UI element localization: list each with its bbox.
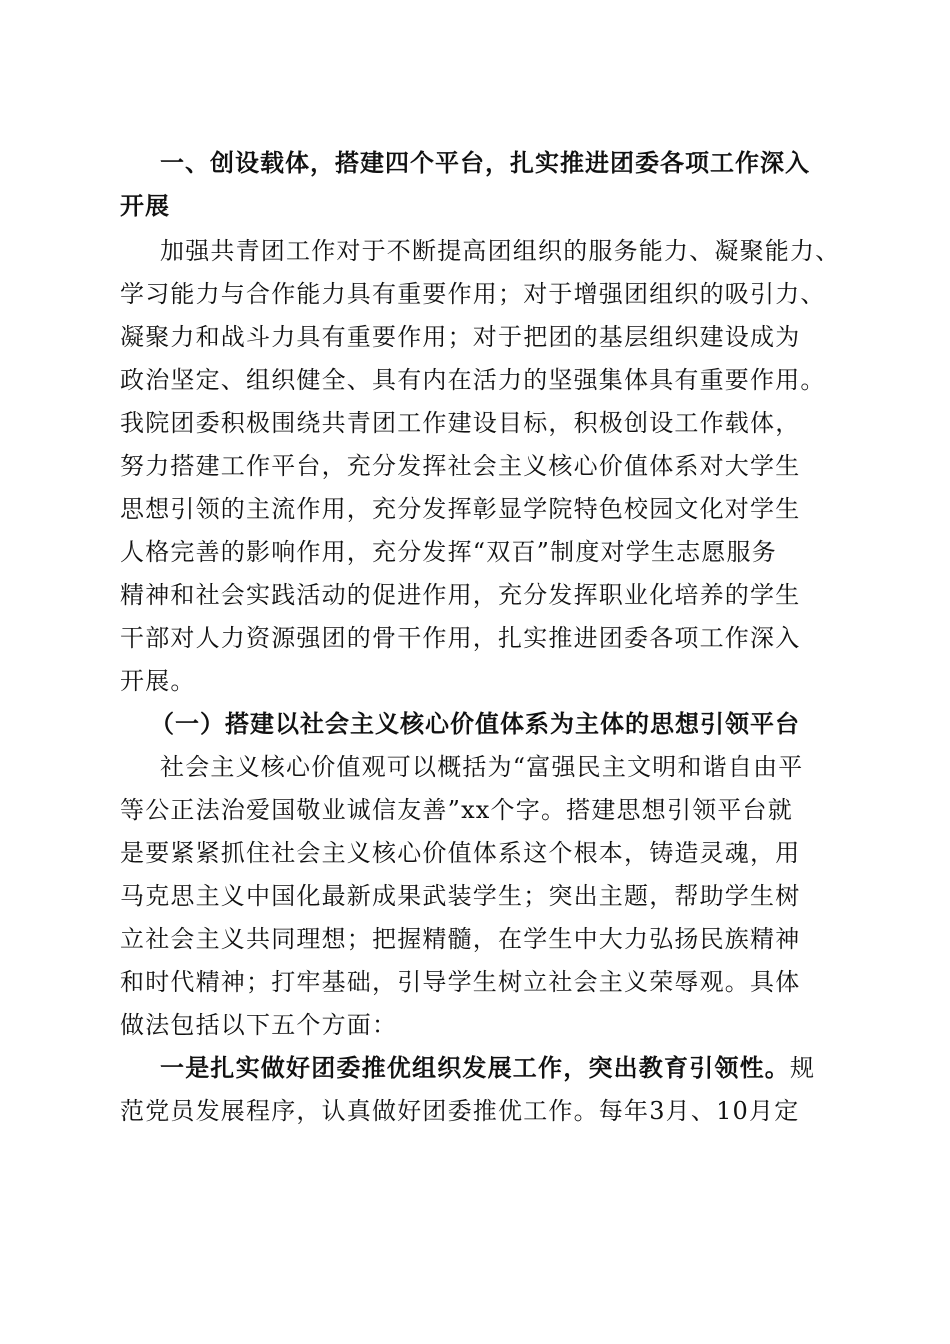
paragraph-1-line: 人格完善的影响作用，充分发挥“双百”制度对学生志愿服务 (120, 538, 777, 566)
paragraph-3-lead: 一是扎实做好团委推优组织发展工作，突出教育引领性。 (160, 1054, 790, 1082)
paragraph-2-line: 做法包括以下五个方面： (120, 1011, 398, 1039)
paragraph-3-lead-tail: 规 (790, 1054, 816, 1082)
paragraph-1-line: 政治坚定、组织健全、具有内在活力的坚强集体具有重要作用。 (120, 366, 826, 394)
section-heading-line-1: 一、创设载体，搭建四个平台，扎实推进团委各项工作深入 (160, 149, 810, 177)
paragraph-3-line: 范党员发展程序，认真做好团委推优工作。每年3月、10月定 (120, 1097, 800, 1125)
paragraph-2-line: 立社会主义共同理想；把握精髓，在学生中大力弘扬民族精神 (120, 925, 801, 953)
subsection-heading: （一）搭建以社会主义核心价值体系为主体的思想引领平台 (150, 710, 800, 738)
paragraph-1-line: 凝聚力和战斗力具有重要作用；对于把团的基层组织建设成为 (120, 323, 801, 351)
paragraph-1-line: 努力搭建工作平台，充分发挥社会主义核心价值体系对大学生 (120, 452, 801, 480)
paragraph-1-line: 干部对人力资源强团的骨干作用，扎实推进团委各项工作深入 (120, 624, 801, 652)
paragraph-1-line: 学习能力与合作能力具有重要作用；对于增强团组织的吸引力、 (120, 280, 826, 308)
paragraph-2-line: 等公正法治爱国敬业诚信友善”xx个字。搭建思想引领平台就 (120, 796, 793, 824)
paragraph-1-line: 加强共青团工作对于不断提高团组织的服务能力、凝聚能力、 (160, 237, 841, 265)
paragraph-2-line: 和时代精神；打牢基础，引导学生树立社会主义荣辱观。具体 (120, 968, 801, 996)
paragraph-2-line: 马克思主义中国化最新成果武装学生；突出主题，帮助学生树 (120, 882, 801, 910)
paragraph-1-line: 开展。 (120, 667, 196, 695)
paragraph-2-line: 社会主义核心价值观可以概括为“富强民主文明和谐自由平 (160, 753, 804, 781)
section-heading-line-2: 开展 (120, 192, 170, 220)
paragraph-2-line: 是要紧紧抓住社会主义核心价值体系这个根本，铸造灵魂，用 (120, 839, 801, 867)
paragraph-3-first-line (120, 1047, 840, 1090)
paragraph-1-line: 思想引领的主流作用，充分发挥彰显学院特色校园文化对学生 (120, 495, 801, 523)
paragraph-1-line: 我院团委积极围绕共青团工作建设目标，积极创设工作载体， (120, 409, 801, 437)
document-body (120, 142, 840, 1133)
paragraph-1-line: 精神和社会实践活动的促进作用，充分发挥职业化培养的学生 (120, 581, 801, 609)
